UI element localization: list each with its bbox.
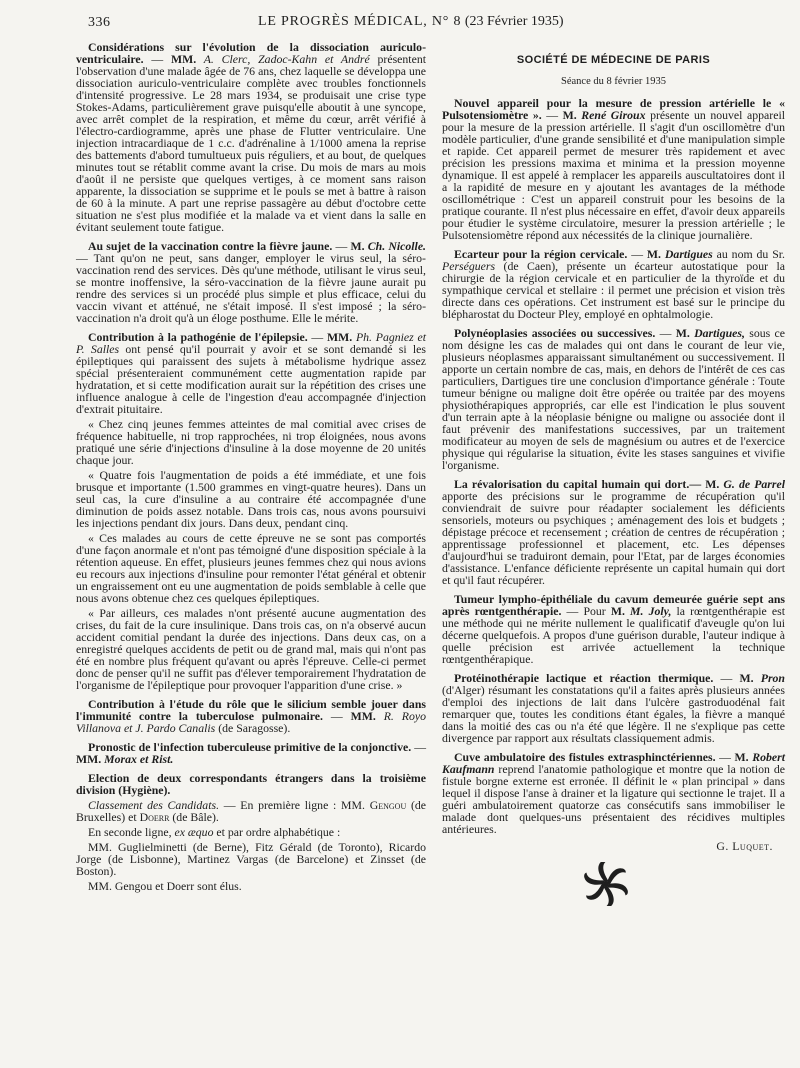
article-body: sous ce nom désigne les cas de malades qui ont dans le courant de leur vie, plusieurs néoplasmes apparaissant simultanément ou successivement. Il apporte un certain nombre de cas, mais, en dehors de l'intérêt de ces cas particuliers, Dartigues tire une conclusion d'importance générale : Toute tumeur bénigne ou maligne doit être opérée ou traitée par des moyens physiothérapiques appropriés, car elle est l'indication le plus souvent d'un terrain apte à la néoplasie bénigne ou maligne ou associée dont il faut prévenir des manifestations successives, par un traitement modificateur au moyen de sels de magnésium ou autres et de l'exercice physique qui régularise la situation, évite les stases sanguines et vivifie l'organisme. — [442, 326, 785, 472]
authors-prefix: MM. — [170, 52, 197, 66]
election-first-line — [76, 799, 426, 823]
authors-prefix: M. — [675, 326, 690, 340]
authors: Ph. Pagniez et P. Salles — [76, 330, 427, 356]
candidate-city: (de Bâle). — [169, 810, 219, 824]
article-body: reprend l'anatomie pathologique et montre que la notion de fistule borgne externe est erronée. Il définit le « plan principal » dans lequel il dispose l'anse à drainer et la ligature qui sectionne le trajet. Il a guéri ambulatoirement quatorze cas consécutifs sans immobiliser le malade dont quelques-uns présentaient des récidives multiples antérieures. — [442, 762, 785, 836]
quote-paragraph: « Ces malades au cours de cette épreuve ne se sont pas comportés d'une façon anormale et n'ont pas témoigné d'une disposition spéciale à la rétention aqueuse. En effet, plusieurs jeunes femmes chez qui nous avions eu recours aux injections d'insuline pour remonter l'état général et obtenir un engraissement ont eu une augmentation de poids semblable à celle que nous avons obtenue chez ces quelques épileptiques. — [76, 531, 426, 605]
second-line-prefix: En seconde ligne, — [88, 825, 175, 839]
authors: A. Clerc, Zadoc-Kahn et André — [196, 52, 370, 66]
election-second-line — [76, 826, 426, 838]
article-body: au nom du Sr. — [712, 247, 785, 261]
candidate-name: Gengou — [369, 798, 407, 812]
article-title: Election de deux correspondants étrangers dans la troisième division (Hygiène). — [76, 771, 426, 797]
article-title: Ecarteur pour la région cervicale. — [454, 247, 628, 261]
article-fistules — [442, 751, 785, 835]
separator: — — [715, 750, 735, 764]
authors-prefix: M. — [705, 477, 720, 491]
authors: Robert Kaufmann — [442, 750, 785, 776]
authors-prefix: M. — [562, 108, 577, 122]
authors: René Giroux — [576, 108, 646, 122]
separator: — — [411, 740, 426, 754]
authors: R. Royo Villanova et J. Pardo Canalis — [76, 709, 426, 735]
article-body: (de Saragosse). — [215, 721, 291, 735]
article-title: Pronostic de l'infection tuberculeuse primitive de la conjonctive. — [88, 740, 412, 754]
candidate-city: (de Bruxelles) et — [76, 798, 427, 824]
article-title: Nouvel appareil pour la mesure de pression artérielle le « Pulsotensiomètre ». — [442, 96, 785, 122]
separator: — — [307, 330, 327, 344]
article-title: Cuve ambulatoire des fistules extrasphinctériennes. — [454, 750, 716, 764]
article-title: Polynéoplasies associées ou successives. — [454, 326, 656, 340]
authors-prefix: M. — [350, 239, 365, 253]
quote-paragraph: « Par ailleurs, ces malades n'ont présenté aucune augmentation des crises, du fait de la cure insulinique. Dans trois cas, on n'a observé aucun accident comitial pendant la durée des injections. Dans deux cas, on a enregistré quelques accidents de petit ou de grand mal, mais qui n'ont pas été en nombre plus fréquent qu'avant ou après l'épreuve. Celle-ci permet donc de penser qu'il ne suffit pas d'élever temporairement l'hydratation de l'organisme de l'épileptique pour provoquer l'apparition d'une crise. » — [76, 606, 426, 692]
election-second-list: MM. Guglielminetti (de Berne), Fitz Gérald (de Toronto), Ricardo Jorge (de Lisbonne), Martinez Vargas (de Barcelone) et Zinsset (de Boston). — [76, 840, 426, 878]
authors: M. Joly, — [624, 604, 672, 618]
separator: — Pour — [561, 604, 611, 618]
session-date: Séance du 8 février 1935 — [561, 76, 666, 87]
authors: Pron — [753, 671, 785, 685]
article-fievre-jaune — [76, 240, 426, 324]
page-number: 336 — [88, 15, 111, 30]
classement-label: Classement des Candidats. — [88, 798, 220, 812]
first-line-prefix: — En première ligne : MM. — [219, 798, 370, 812]
running-header — [258, 14, 564, 30]
authors: Perséguers — [442, 259, 496, 273]
separator: — — [322, 709, 351, 723]
article-title: Considérations sur l'évolution de la dissociation auriculo-ventriculaire. — [76, 40, 426, 66]
article-body: présente un nouvel appareil pour la mesure de la pression artérielle. Il s'agit d'un oscillomètre d'un modèle particulier, d'une grande sensibilité et d'une manipulation simple et rapide. Cet appareil permet de mesurer très rapidement et avec précision les pressions maxima et minima et la pression moyenne dynamique. Il est appelé à remplacer les appareils auscultatoires dont il a la rapidité de mesure en y ajoutant les avantages de la méthode oscillométrique : C'est un appareil construit pour les besoins de la pratique courante. Il n'est plus nécessaire en effet, d'avoir deux appareils pour étudier le système circulatoire, mesurer la pression artérielle ; le Pulsotensiomètre répond aux nécessités de la clinique journalière. — [442, 108, 786, 242]
separator: — — [541, 108, 563, 122]
fleuron-ornament-icon — [584, 862, 628, 906]
article-title: Contribution à l'étude du rôle que le silicium semble jouer dans l'immunité contre la tuberculose pulmonaire. — [76, 697, 426, 723]
article-title: La révalorisation du capital humain qui dort. — [454, 477, 690, 491]
article-silicium — [76, 698, 426, 734]
separator: — — [143, 52, 171, 66]
article-title: Tumeur lympho-épithéliale du cavum demeurée guérie sept ans après rœntgenthérapie. — [442, 592, 785, 618]
article-title: Protéinothérapie lactique et réaction thermique. — [454, 671, 714, 685]
article-body: ont pensé qu'il pourrait y avoir et se sont demandé si les épileptiques qui paraissent des sujets à métabolisme hydrique assez spécial présenteraient communément cette augmentation rapide par hydratation, et si cette modification aurait sur la répétition des crises une influence analogue à celle de l'ingestion d'eau accompagnée d'injection d'extrait pituitaire. — [76, 342, 427, 416]
separator: — — [332, 239, 351, 253]
article-pulsotensiometre — [442, 97, 785, 241]
section-heading: SOCIÉTÉ DE MÉDECINE DE PARIS — [516, 54, 711, 66]
authors-prefix: M. — [734, 750, 749, 764]
candidate-name: Doerr — [139, 810, 170, 824]
article-body: apporte des précisions sur le programme de récupération qu'il conviendrait de suivre pour réadapter socialement les déficients sensoriels, moteurs ou psychiques ; aménagement des lois et budgets ; dépistage précoce et recensement ; création de centres de récupération ; apprentissage professionnel et placement, etc. Les dépenses d'aujourd'hui se traduiront demain, pour l'Etat, par de larges économies d'assistance. L'enfance déficiente représente un capital humain qui dort et qu'il faut récupérer. — [442, 489, 785, 587]
article-capital-humain — [442, 478, 785, 586]
authors: G. de Parrel — [719, 477, 785, 491]
authors-prefix: MM. — [350, 709, 376, 723]
article-body: (de Caen), présente un écarteur autostatique pour la chirurgie de la région cervicale et en particulier de la thyroïde et du sympathique cervical et stellaire : il permet une précision et vision très directe dans ces opérations. Cet instrument est basé sur le principe du blépharostat du Docteur Pley, employé en ophtalmologie. — [442, 259, 785, 321]
authors: Morax et Rist. — [101, 752, 174, 766]
authors-prefix: M. — [646, 247, 662, 261]
ex-aequo: ex æquo — [174, 825, 214, 839]
article-body: — Tant qu'on ne peut, sans danger, employer le virus seul, la séro-vaccination rend des services. Dès qu'une méthode, utilisant le virus seul, se montre inoffensive, la séro-vaccination de la fièvre jaune aurait pu rendre des services si un procédé plus simple et plus efficace, celui du vaccin vivant et atténué, ne s'était imposé. Il s'est imposé ; la séro-vaccination n'a droit qu'à un éloge posthume. Elle le mérite. — [76, 251, 426, 325]
article-tumeur-cavum — [442, 593, 785, 665]
authors: Dartigues — [661, 247, 713, 261]
article-proteinotherapie — [442, 672, 785, 744]
separator: — — [713, 671, 740, 685]
issue-date: (23 Février 1935) — [461, 14, 564, 29]
separator: — — [689, 477, 706, 491]
article-title: Au sujet de la vaccination contre la fièvre jaune. — [88, 239, 333, 253]
separator: — — [655, 326, 676, 340]
authors-prefix: MM. — [76, 752, 102, 766]
election-heading — [76, 772, 426, 796]
author-signature: G. Luquet. — [716, 839, 773, 853]
article-polyneoplasies — [442, 327, 785, 471]
left-column — [76, 41, 426, 892]
quote-paragraph: « Chez cinq jeunes femmes atteintes de mal comitial avec crises de fréquence habituelle, ni trop rapprochées, ni trop éloignées, nous avons pratiqué une série d'injections d'insuline à la dose moyenne de 20 unités chaque jour. — [76, 417, 426, 467]
right-column — [442, 53, 785, 906]
separator: — — [627, 247, 647, 261]
article-epilepsie — [76, 331, 426, 415]
quote-paragraph: « Quatre fois l'augmentation de poids a été immédiate, et une fois brusque et importante (1.500 grammes en vingt-quatre heures). Dans un seul cas, la cure d'insuline a au contraire été accompagnée d'une diminution de poids assez notable. Dans trois cas, nous avons poursuivi les injections pendant dix jours. Dans deux, pendant cinq. — [76, 468, 426, 530]
authors-prefix: M. — [739, 671, 754, 685]
authors-prefix: M. — [610, 604, 625, 618]
article-body: la rœntgenthérapie est une méthode qui ne mérite nullement le qualificatif d'aveugle qu'on lui décerne quelquefois. A propos d'une guérison durable, l'auteur indique à quelle précision est arrivée actuellement la technique rœntgenthérapique. — [442, 604, 785, 666]
journal-title: LE PROGRÈS MÉDICAL, N° 8 — [258, 14, 462, 29]
article-dissociation — [76, 41, 426, 233]
authors: Dartigues, — [689, 326, 745, 340]
election-result: MM. Gengou et Doerr sont élus. — [88, 879, 242, 893]
article-title: Contribution à la pathogénie de l'épilepsie. — [88, 330, 308, 344]
article-ecarteur — [442, 248, 785, 320]
article-body: présentent l'observation d'une malade âgée de 76 ans, chez laquelle se développa une dissociation auriculo-ventriculaire complète avec troubles fonctionnels d'intensité progressive. Le 28 mars 1934, se produisait une crise type Stokes-Adams, particulièrement grave puisqu'elle aboutit à une syncope, avec arrêt complet de la respiration, et même du cœur, arrêt vérifié à l'électro-cardiogramme, après une phase de Flutter ventriculaire. Une injection intracardiaque de 1 c.c. d'adrénaline à 1/1000 amena la reprise des battements d'abord tumultueux puis réguliers, et au bout, de quelques minutes tout se rétablit comme avant la crise. Du mois de mars au mois d'août il ne persiste que quelques vertiges, à ce moment sans raison apparente, la dissociation se supprime et le pouls se met à battre à raison de 60 à la minute. A part une reprise passagère au début d'octobre cette situation ne s'est plus modifiée et la malade va et vient dans la salle en évitant seulement toute fatigue. — [76, 52, 426, 234]
article-pronostic — [76, 741, 426, 765]
authors-prefix: MM. — [326, 330, 353, 344]
second-line-suffix: et par ordre alphabétique : — [213, 825, 341, 839]
authors: Ch. Nicolle. — [364, 239, 427, 253]
article-body: (d'Alger) résumant les constatations qu'il a faites après plusieurs années d'emploi des injections de lait dans l'ulcère gastroduodénal fait remarquer que, toutes les conditions étant égales, la fièvre a manqué dans la moitié des cas ou n'a été que légère. Il ne s'explique pas cette divergence par rapport aux résultats classiquement admis. — [442, 683, 785, 745]
